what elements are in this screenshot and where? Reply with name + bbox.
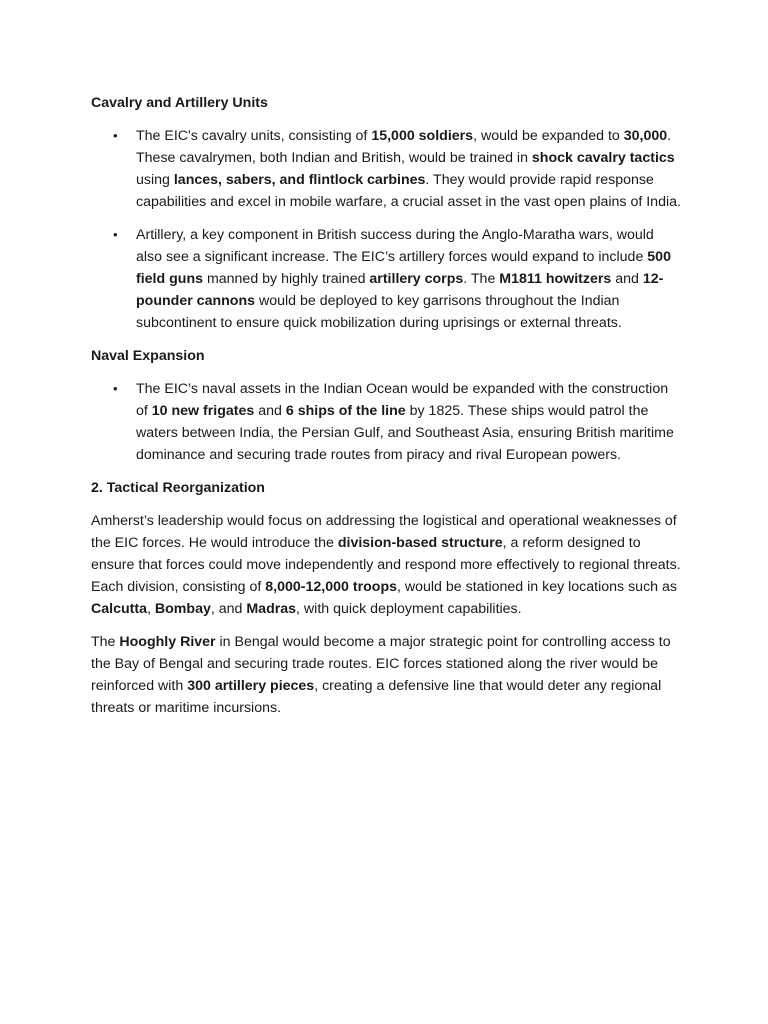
emphasis-text: 500 field guns xyxy=(136,249,671,287)
bullet-icon: • xyxy=(113,381,118,396)
text-run: would be deployed to key garrisons throughout the Indian subcontinent to ensure quick mobilization during uprisings or external threats. xyxy=(136,293,622,331)
text-run: The EIC's cavalry units, consisting of xyxy=(136,128,372,144)
bullet-icon: • xyxy=(113,227,118,242)
text-run: and xyxy=(254,403,286,419)
emphasis-text: artillery corps xyxy=(369,271,464,287)
text-run: in Bengal would become a major strategic point for controlling access to the Bay of Bengal and securing trade routes. EIC forces stationed along the river would be reinforced with xyxy=(91,634,671,694)
text-run: , a reform designed to ensure that forces could move independently and respond more effectively to regional threats. Each division, consisting of xyxy=(91,535,681,595)
emphasis-text: division-based structure xyxy=(337,535,503,551)
emphasis-text: 12-pounder cannons xyxy=(136,271,664,309)
cavalry-bullet-list xyxy=(91,125,683,334)
text-run: The xyxy=(91,634,120,650)
document-page xyxy=(91,92,683,730)
emphasis-text: 15,000 soldiers xyxy=(371,128,474,144)
text-run: , xyxy=(146,601,155,617)
text-run: . They would provide rapid response capabilities and excel in mobile warfare, a crucial asset in the vast open plains of India. xyxy=(136,172,681,210)
text-run: , creating a defensive line that would deter any regional threats or maritime incursions. xyxy=(91,678,662,716)
text-run: Artillery, a key component in British success during the Anglo-Maratha wars, would also see a significant increase. The EIC’s artillery forces would expand to include xyxy=(136,227,654,265)
paragraph-hooghly-river xyxy=(91,631,683,719)
text-run: . These cavalrymen, both Indian and British, would be trained in xyxy=(136,128,672,166)
list-item-naval xyxy=(91,378,683,466)
section-heading-cavalry: Cavalry and Artillery Units xyxy=(91,95,268,111)
text-run: . The xyxy=(463,271,500,287)
text-run: Amherst’s leadership would focus on addressing the logistical and operational weaknesses of the EIC forces. He would introduce the xyxy=(91,513,677,551)
bullet-icon: • xyxy=(113,128,118,143)
text-run: , and xyxy=(210,601,247,617)
emphasis-text: 30,000 xyxy=(623,128,668,144)
text-run: The EIC’s naval assets in the Indian Ocean would be expanded with the construction of xyxy=(136,381,669,419)
text-run: , would be stationed in key locations such as xyxy=(397,579,677,595)
emphasis-text: 8,000-12,000 troops xyxy=(265,579,397,595)
emphasis-text: Madras xyxy=(246,601,297,617)
emphasis-text: Calcutta xyxy=(91,601,147,617)
emphasis-text: 6 ships of the line xyxy=(285,403,406,419)
text-run: using xyxy=(136,172,174,188)
text-run: , with quick deployment capabilities. xyxy=(296,601,522,617)
emphasis-text: lances, sabers, and flintlock carbines xyxy=(173,172,426,188)
emphasis-text: shock cavalry tactics xyxy=(531,150,675,166)
emphasis-text: 300 artillery pieces xyxy=(187,678,315,694)
emphasis-text: Hooghly River xyxy=(119,634,216,650)
list-item-artillery xyxy=(91,224,683,334)
section-heading-naval: Naval Expansion xyxy=(91,348,205,364)
emphasis-text: 10 new frigates xyxy=(151,403,255,419)
text-run: by 1825. These ships would patrol the waters between India, the Persian Gulf, and Southeast Asia, ensuring British maritime dominance and securing trade routes from piracy and rival European powers. xyxy=(136,403,674,463)
naval-bullet-list xyxy=(91,378,683,466)
section-heading-tactical: 2. Tactical Reorganization xyxy=(91,480,265,496)
emphasis-text: Bombay xyxy=(154,601,211,617)
text-run: , would be expanded to xyxy=(473,128,624,144)
text-run: and xyxy=(611,271,643,287)
paragraph-division-structure xyxy=(91,510,683,620)
emphasis-text: M1811 howitzers xyxy=(499,271,612,287)
text-run: manned by highly trained xyxy=(203,271,370,287)
list-item-cavalry xyxy=(91,125,683,213)
